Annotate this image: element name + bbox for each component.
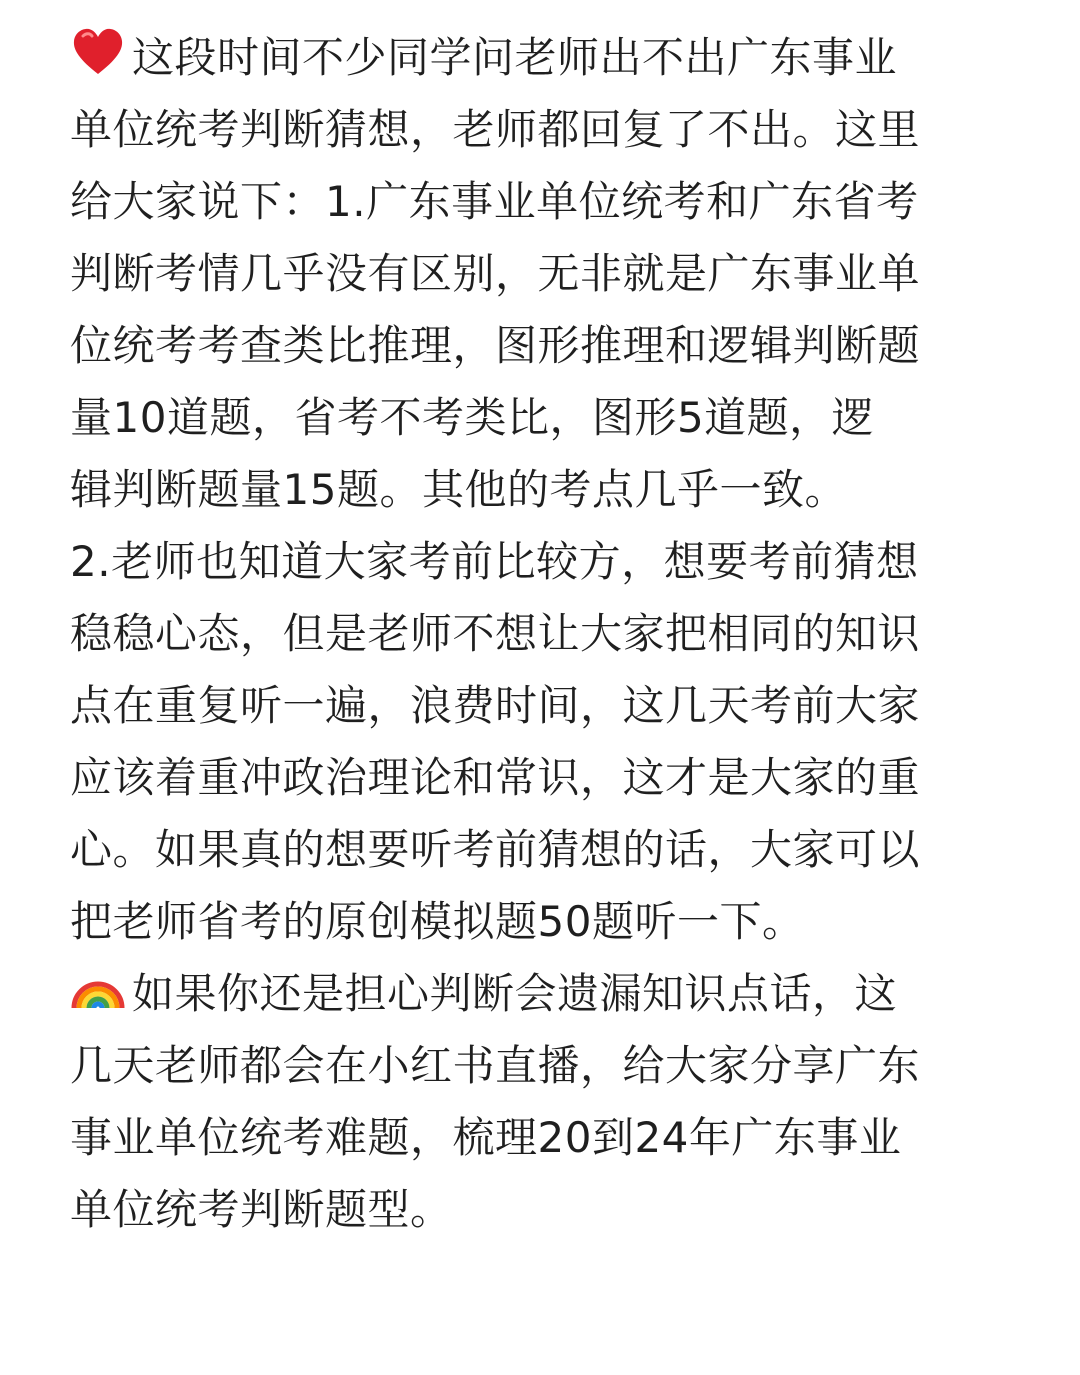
text-line-4: 判断考情几乎没有区别，无非就是广东事业单 <box>70 249 921 298</box>
post-text <box>70 22 1010 1246</box>
text-line-17: 单位统考判断题型。 <box>70 1185 453 1234</box>
text-line-12: 心。如果真的想要听考前猜想的话，大家可以 <box>70 825 921 874</box>
text-line-15: 几天老师都会在小红书直播，给大家分享广东 <box>70 1041 921 1090</box>
text-line-8: 2.老师也知道大家考前比较方，想要考前猜想 <box>70 537 919 586</box>
red-heart-icon <box>70 24 126 80</box>
text-line-1 <box>70 22 1010 94</box>
text-line-5: 位统考考查类比推理，图形推理和逻辑判断题 <box>70 321 921 370</box>
text-line-14-content: 如果你还是担心判断会遗漏知识点话，这 <box>132 969 898 1018</box>
rainbow-icon <box>70 960 126 1016</box>
text-line-3: 给大家说下：1.广东事业单位统考和广东省考 <box>70 177 919 226</box>
text-line-6: 量10道题，省考不考类比，图形5道题，逻 <box>70 393 875 442</box>
text-line-10: 点在重复听一遍，浪费时间，这几天考前大家 <box>70 681 921 730</box>
text-line-1-content: 这段时间不少同学问老师出不出广东事业 <box>132 33 898 82</box>
text-line-9: 稳稳心态，但是老师不想让大家把相同的知识 <box>70 609 921 658</box>
text-line-13: 把老师省考的原创模拟题50题听一下。 <box>70 897 805 946</box>
text-line-16: 事业单位统考难题，梳理20到24年广东事业 <box>70 1113 902 1162</box>
text-line-14 <box>70 958 1010 1030</box>
text-line-11: 应该着重冲政治理论和常识，这才是大家的重 <box>70 753 921 802</box>
text-line-7: 辑判断题量15题。其他的考点几乎一致。 <box>70 465 847 514</box>
text-line-2: 单位统考判断猜想，老师都回复了不出。这里 <box>70 105 921 154</box>
